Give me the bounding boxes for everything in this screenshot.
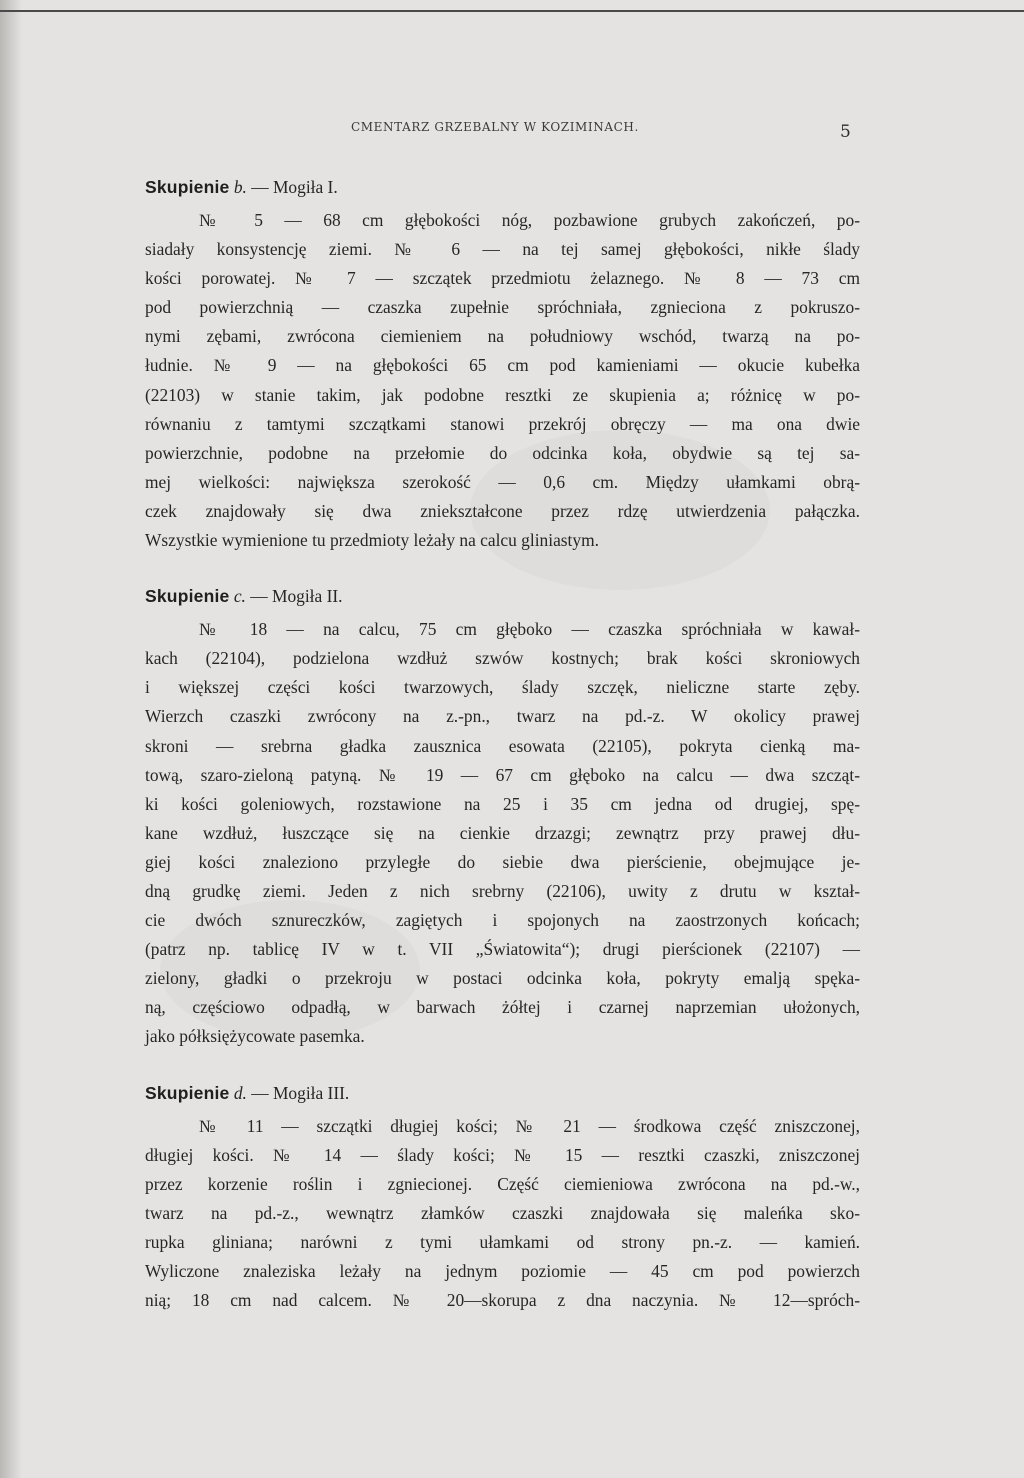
text-line: powierzchnie, podobne na przełomie do odcinka koła, obydwie są tej sa- <box>145 442 860 463</box>
text-line: № 5 — 68 cm głębokości nóg, pozbawione grubych zakończeń, po- <box>199 210 860 230</box>
section-heading <box>145 577 860 615</box>
text-line: rupka gliniana; narówni z tymi ułamkami od strony pn.-z. — kamień. <box>145 1231 860 1252</box>
text-line: Wierzch czaszki zwrócony na z.-pn., twarz na pd.-z. W okolicy prawej <box>145 706 860 727</box>
heading-title: — Mogiła I. <box>246 177 338 197</box>
text-line: mej wielkości: największa szerokość — 0,6 cm. Między ułamkami obrą- <box>145 471 860 492</box>
text-line: kach (22104), podzielona wzdłuż szwów kostnych; brak kości skroniowych <box>145 648 860 669</box>
page-body <box>145 168 860 1337</box>
text-line: łudnie. № 9 — na głębokości 65 cm pod kamieniami — okucie kubełka <box>145 355 860 376</box>
text-line: siadały konsystencję ziemi. № 6 — na tej samej głębokości, nikłe ślady <box>145 239 860 260</box>
page-top-edge <box>0 10 1024 12</box>
running-head: CMENTARZ GRZEBALNY W KOZIMINACH. <box>351 120 639 134</box>
text-line: ną, częściowo odpadłą, w barwach żółtej i czarnej naprzemian ułożonych, <box>145 997 860 1018</box>
paragraph <box>145 615 860 1051</box>
section-heading <box>145 1074 860 1112</box>
text-line: (patrz np. tablicę IV w t. VII „Światowita“); drugi pierścionek (22107) — <box>145 939 860 960</box>
text-line: twarz na pd.-z., wewnątrz złamków czaszki znajdowała się maleńka sko- <box>145 1202 860 1223</box>
text-line: tową, szaro-zieloną patyną. № 19 — 67 cm głęboko na calcu — dwa szcząt- <box>145 764 860 785</box>
page-header <box>0 118 1024 142</box>
text-line: długiej kości. № 14 — ślady kości; № 15 — resztki czaszki, zniszczonej <box>145 1144 860 1165</box>
text-line: Wyliczone znaleziska leżały na jednym poziomie — 45 cm pod powierzch <box>145 1261 860 1281</box>
text-line: Wszystkie wymienione tu przedmioty leżały na calcu gliniastym. <box>145 530 599 551</box>
heading-title: — Mogiła II. <box>245 586 343 607</box>
heading-label: Skupienie <box>145 1082 230 1103</box>
section-heading <box>145 168 860 206</box>
text-line: pod powierzchnią — czaszka zupełnie spróchniała, zgnieciona z pokruszo- <box>145 297 860 318</box>
text-line: (22103) w stanie takim, jak podobne resztki ze skupienia a; różnicę w po- <box>145 384 860 405</box>
text-line: ki kości goleniowych, rozstawione na 25 i 35 cm jedna od drugiej, spę- <box>145 793 860 814</box>
paragraph <box>145 206 860 555</box>
text-line: nią; 18 cm nad calcem. № 20—skorupa z dna naczynia. № 12—spróch- <box>145 1290 860 1311</box>
text-line: dną grudkę ziemi. Jeden z nich srebrny (22106), uwity z drutu w kształ- <box>145 880 860 901</box>
text-line: przez korzenie roślin i zgniecionej. Część ciemieniowa zwrócona na pd.-w., <box>145 1173 860 1194</box>
text-line: jako półksiężycowate pasemka. <box>145 1026 365 1047</box>
paragraph <box>145 1112 860 1316</box>
page-number: 5 <box>840 122 851 142</box>
heading-label: Skupienie <box>145 177 230 197</box>
heading-title: — Mogiła III. <box>246 1082 350 1103</box>
text-line: kane wzdłuż, łuszczące się na cienkie drzazgi; zewnątrz przy prawej dłu- <box>145 822 860 843</box>
heading-letter: d. <box>233 1082 247 1103</box>
text-line: i większej części kości twarzowych, ślady szczęk, nieliczne starte zęby. <box>145 677 860 698</box>
text-line: zielony, gładki o przekroju w postaci odcinka koła, pokryty emalją spęka- <box>145 968 860 989</box>
text-line: skroni — srebrna gładka zausznica esowata (22105), pokryta cienką ma- <box>145 735 860 756</box>
text-line: № 11 — szczątki długiej kości; № 21 — środkowa część zniszczonej, <box>199 1115 860 1136</box>
text-line: równaniu z tamtymi szczątkami stanowi przekrój obręczy — ma ona dwie <box>145 413 860 434</box>
heading-letter: c. <box>233 586 246 607</box>
text-line: cie dwóch sznureczków, zagiętych i spojonych na zaostrzonych końcach; <box>145 910 860 931</box>
heading-letter: b. <box>233 177 247 197</box>
heading-label: Skupienie <box>145 586 230 607</box>
section-skupienie-b <box>145 168 860 555</box>
text-line: czek znajdowały się dwa zniekształcone przez rdzę utwierdzenia pałączka. <box>145 500 860 521</box>
text-line: giej kości znaleziono przyległe do siebie dwa pierścienie, obejmujące je- <box>145 851 860 872</box>
text-line: № 18 — na calcu, 75 cm głęboko — czaszka spróchniała w kawał- <box>199 619 860 640</box>
text-line: kości porowatej. № 7 — szczątek przedmiotu żelaznego. № 8 — 73 cm <box>145 268 860 289</box>
section-skupienie-c <box>145 577 860 1051</box>
section-skupienie-d <box>145 1074 860 1316</box>
text-line: nymi zębami, zwrócona ciemieniem na południowy wschód, twarzą na po- <box>145 326 860 347</box>
